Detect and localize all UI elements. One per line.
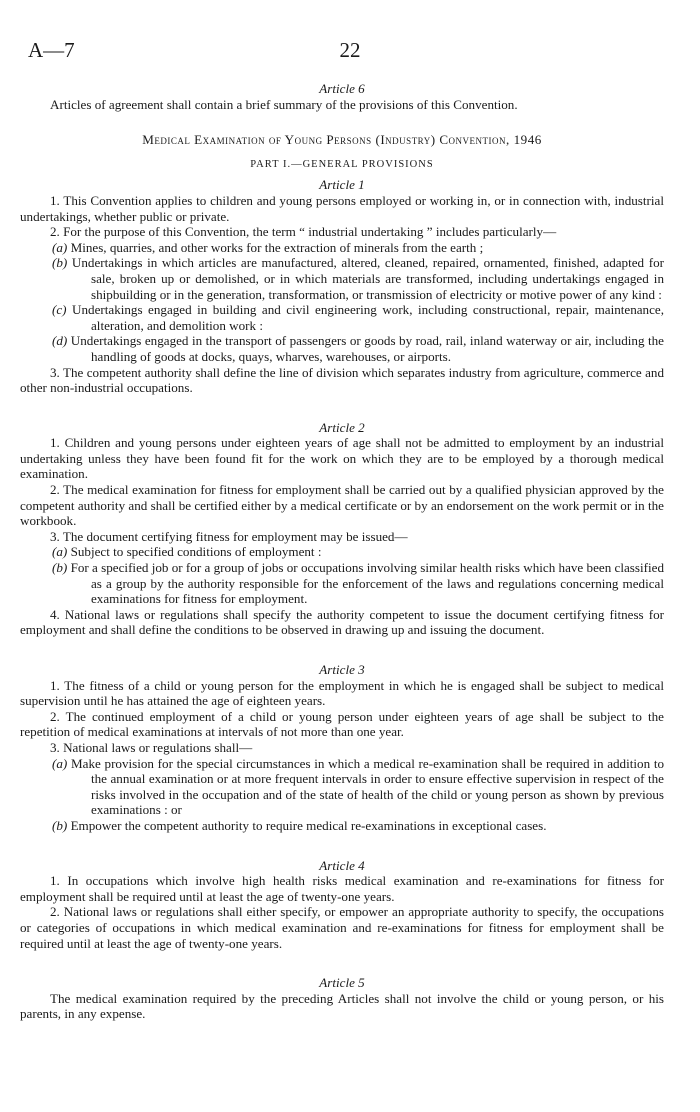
article-1-heading: Article 1 (319, 177, 365, 193)
article-1-item-b: (b) Undertakings in which articles are manufactured, altered, cleaned, repaired, ornamented, finished, adapted for sale, broken up or demolished, or in which materials are transformed, including undertakings engaged in shipbuilding or in the generation, transformation, or transmission of electricity or motive power of any kind : (52, 255, 664, 302)
article-1-item-a: (a) Mines, quarries, and other works for the extraction of minerals from the earth ; (52, 239, 484, 255)
page-number: 22 (339, 38, 361, 62)
article-1-paragraph-2: 2. For the purpose of this Convention, the term “ industrial undertaking ” includes particularly— (50, 224, 557, 240)
article-3-item-a: (a) Make provision for the special circumstances in which a medical re-examination shall be required in addition to the annual examination or at more frequent intervals in order to ensure effective supervision in respect of the risks involved in the occupation and of the state of health of the child or young person as shown by previous examinations : or (52, 755, 665, 818)
article-3-heading: Article 3 (319, 662, 365, 677)
article-5-paragraph-1: The medical examination required by the preceding Articles shall not involve the child or young person, or his parents, in any expense. (20, 990, 664, 1022)
article-2-paragraph-2: 2. The medical examination for fitness for employment shall be carried out by a qualified physician approved by the competent authority and shall be certified either by a medical certificate or by an endorsement on the work permit or in the workbook. (20, 482, 664, 529)
article-3-paragraph-3: 3. National laws or regulations shall— (50, 739, 253, 755)
article-4-paragraph-1: 1. In occupations which involve high health risks medical examination and re-examinations for fitness for employment shall be required until at least the age of twenty-one years. (20, 873, 664, 904)
article-1-paragraph-3: 3. The competent authority shall define the line of division which separates industry from agriculture, commerce and other non-industrial occupations. (20, 364, 664, 396)
article-6-heading: Article 6 (319, 81, 365, 96)
article-2-item-a: (a) Subject to specified conditions of employment : (52, 544, 322, 560)
article-3-item-b: (b) Empower the competent authority to require medical re-examinations in exceptional cases. (52, 817, 547, 833)
article-2-item-b: (b) For a specified job or for a group of jobs or occupations involving similar health risks which have been classified as a group by the authority responsible for the enforcement of the laws and regulations concerning medical examinations for fitness for employment. (52, 560, 664, 607)
article-2-heading: Article 2 (319, 419, 365, 435)
article-2-paragraph-4: 4. National laws or regulations shall specify the authority competent to issue the document certifying fitness for employment and shall define the conditions to be observed in drawing up and issuing the document. (20, 606, 664, 638)
article-2-paragraph-3: 3. The document certifying fitness for employment may be issued— (50, 528, 408, 544)
article-1-item-c: (c) Undertakings engaged in building and civil engineering work, including constructional, repair, maintenance, alteration, and demolition work : (52, 302, 665, 333)
article-1-paragraph-1: 1. This Convention applies to children and young persons employed or working in, or in connection with, industrial undertakings, whether public or private. (20, 192, 664, 224)
article-3-paragraph-2: 2. The continued employment of a child or young person under eighteen years of age shall be subject to the repetition of medical examinations at intervals of not more than one year. (20, 708, 664, 740)
convention-title: Medical Examination of Young Persons (Industry) Convention, 1946 (142, 132, 542, 148)
article-6-text: Articles of agreement shall contain a brief summary of the provisions of this Convention. (50, 96, 518, 112)
article-4-paragraph-2: 2. National laws or regulations shall either specify, or empower an appropriate authority to specify, the occupations or categories of occupations in which medical examination and re-examinations for fitness for employment shall be required until at least the age of twenty-one years. (20, 904, 664, 951)
document-code: A—7 (28, 38, 75, 62)
article-3-paragraph-1: 1. The fitness of a child or young person for the employment in which he is engaged shall be subject to medical supervision until he has attained the age of eighteen years. (20, 677, 664, 709)
part-heading: PART I.—GENERAL PROVISIONS (250, 158, 434, 170)
article-5-heading: Article 5 (319, 975, 365, 991)
document-body (20, 81, 664, 1022)
article-1-item-d: (d) Undertakings engaged in the transport of passengers or goods by road, rail, inland waterway or air, including the handling of goods at docks, quays, wharves, warehouses, or airports. (52, 333, 664, 364)
article-4-heading: Article 4 (319, 857, 365, 873)
article-2-paragraph-1: 1. Children and young persons under eighteen years of age shall not be admitted to employment by an industrial undertaking unless they have been found fit for the work on which they are to be employed by a thorough medical examination. (20, 435, 664, 482)
